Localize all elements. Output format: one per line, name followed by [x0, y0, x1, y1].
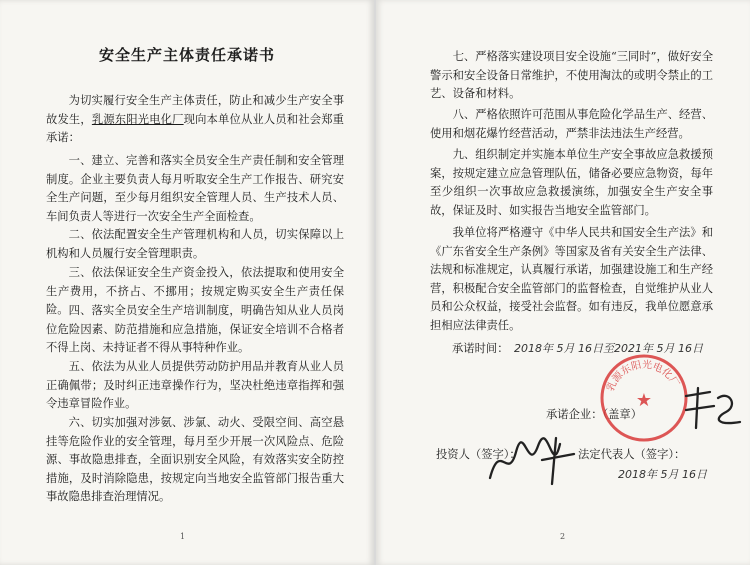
- intro-suffix: 现向本单位从业人员和社会郑重承诺：: [46, 112, 344, 144]
- page-number-left: 1: [180, 532, 186, 541]
- commitment-time-value: 2018年 5月 16日至2021年 5月 16日: [514, 342, 703, 355]
- item-7: 七、严格落实建设项目安全设施“三同时”，做好安全警示和安全设备日常维护，不使用淘汰的或明令禁止的工艺、设备和材料。: [430, 50, 713, 100]
- svg-text:★: ★: [635, 390, 653, 411]
- item-6: 六、切实加强对涉氨、涉氯、动火、受限空间、高空悬挂等危险作业的安全管理，每月至少开展一次风险点、危险源、事故隐患排查，全面识别安全风险，有效落实安全防控措施，及时消除隐患，按规定向当地安全监管部门报告重大事故隐患排查治理情况。: [46, 416, 344, 503]
- legal-rep-signature: [680, 386, 744, 434]
- item-5: 五、依法为从业人员提供劳动防护用品并教育从业人员正确佩带；及时纠正违章操作行为，坚决杜绝违章指挥和强令违章冒险作业。: [46, 360, 344, 410]
- item-9: 九、组织制定并实施本单位生产安全事故应急救援预案，按规定建立应急管理队伍，储备必要应急物资，每年至少组织一次事故应急救援演练，加强安全生产安全事故，保证及时、如实报告当地安全监管部门。: [430, 148, 713, 217]
- investor-signature: [486, 434, 578, 486]
- sign-date: 2018年 5月 16日: [618, 468, 707, 481]
- company-seal: [596, 350, 692, 446]
- company-name: 乳源东阳光电化厂: [91, 112, 184, 126]
- intro-paragraph: [46, 92, 344, 148]
- item-1: 一、建立、完善和落实全员安全生产责任制和安全管理制度。企业主要负责人每月听取安全生产工作报告、研究安全生产问题，至少每月组织安全管理人员、生产技术人员、车间负责人等进行一次安全生产全面检查。: [46, 154, 344, 223]
- intro-prefix: 为切实履行安全生产主体责任，防止和减少生产安全事故发生，: [46, 94, 344, 126]
- commitment-time-label: 承诺时间：: [452, 342, 509, 355]
- item-4: 四、落实全员安全生产培训制度，明确告知从业人员岗位危险因素、防范措施和应急措施，保证安全培训不合格者不得上岗、未持证者不得从事特种作业。: [46, 304, 344, 354]
- svg-text:乳源东阳光电化厂: 乳源东阳光电化厂: [605, 359, 681, 394]
- item-3: 三、依法保证安全生产资金投入，依法提取和使用安全生产费用，不挤占、不挪用；按规定购买安全生产责任保险。: [46, 266, 344, 316]
- page-number-right: 2: [560, 532, 566, 541]
- closing-paragraph: 我单位将严格遵守《中华人民共和国安全生产法》和《广东省安全生产条例》等国家及省有关安全生产法律、法规和标准规定，认真履行承诺，加强建设施工和生产经营，积极配合安全监管部门的监督检查，自觉维护从业人员和公众权益，接受社会监督。如有违反，我单位愿意承担相应法律责任。: [430, 226, 713, 332]
- item-2: 二、依法配置安全生产管理机构和人员，切实保障以上机构和人员履行安全管理职责。: [46, 228, 344, 260]
- document-title: 安全生产主体责任承诺书: [98, 46, 275, 64]
- company-sign-label: 承诺企业：（盖章）: [546, 408, 643, 421]
- item-8: 八、严格依照许可范围从事危险化学品生产、经营、使用和烟花爆竹经营活动，严禁非法违法生产经营。: [430, 108, 713, 140]
- legal-rep-label: 法定代表人（签字）：: [578, 448, 686, 461]
- investor-label: 投资人（签字）：: [436, 448, 521, 461]
